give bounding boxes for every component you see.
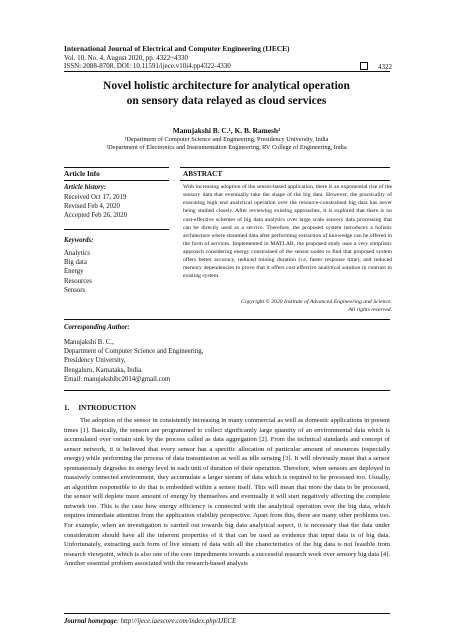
affiliation-2: ²Department of Electronics and Instrumentation Engineering, RV College of Engineering, India [106, 144, 347, 151]
issn-doi: ISSN: 2088-8708, DOI: 10.11591/ijece.v10i4.pp4322-4330 [64, 62, 231, 70]
checkbox-icon [360, 62, 368, 70]
author-location: Bengaluru, Karnataka, India. [64, 366, 143, 374]
history-label: Article history: [64, 184, 107, 191]
keyword: Big data [64, 259, 87, 267]
revised-date: Revised Feb 4, 2020 [64, 203, 120, 211]
journal-name: International Journal of Electrical and Computer Engineering (IJECE) [64, 44, 290, 53]
author-name: Manujakshi B. C., [64, 339, 114, 346]
history-rule [64, 229, 169, 230]
copyright [183, 298, 392, 315]
keyword: Energy [64, 268, 84, 276]
author-email[interactable]: Email: manujakshibc2014@gmail.com [64, 375, 171, 383]
abstract-top-rule [180, 167, 390, 168]
paper-title [40, 79, 413, 109]
copyright-line-2: All rights reserved. [348, 307, 392, 314]
homepage-url[interactable]: : http://ijece.iaescore.com/index.php/IJECE [116, 618, 237, 625]
article-info-heading: Article Info [64, 170, 100, 178]
abstract-head-rule [180, 180, 390, 181]
abstract-heading: ABSTRACT [183, 170, 223, 178]
keyword: Analytics [64, 250, 91, 257]
title-line-1: Novel holistic architecture for analytical operation [103, 80, 350, 92]
abstract-bottom-rule [64, 319, 390, 320]
authors: Manujakshi B. C.¹, K. B. Ramesh² [172, 126, 281, 135]
header-rule [64, 71, 390, 72]
accepted-date: Accepted Feb 26, 2020 [64, 212, 128, 220]
page-number-block [360, 62, 392, 71]
corresponding-label: Corresponding Author: [64, 324, 130, 331]
abstract-text: With increasing adoption of the sensor-based application, there is an exponential rise of the sensory data that eventually take the shape of the big data. However, the practicality of executing high end analytical operation over the resource-constrained big data has never being studied closely. After reviewing existing approaches, it is explored that there is no cost-effective schemes of big data analytics over large scale sensory data processing that can be directly used as a service. Therefore, the proposed system introduces a holistic architecture where streamed data after performing extraction of knowedge can be offered in the form of services. Implemented in MATLAB, the proposed study uses a very simplistic approach considering energy constrained of the sensor nodes to find that proposed system offers better accuracy, reduced mining duration (i.e. faster response time), and reduced memory dependencies to prove that it offers cost effective analytical solution in contrast to existing system. [183, 184, 392, 280]
keywords-label: Keywords: [64, 237, 94, 244]
corresponding-author [64, 338, 203, 384]
introduction-text: The adoption of the sensor in consistently increasing in many commercial as well as domestic applications in present times [1]. Basically, the sensors are programmed to collect significantly large quantity of an environmental data which is accumulated over certain sink by the process called as data aggregation [2]. From the technical standards and concept of sensor network, it is believed that every sensor has a specific allocation of particular amount of resources (especially energy) while performing the process of data transmission as well as idle sensing [3]. It will obviously mean that a sensor spontaneously degrades its energy level in each unit of duration of their operation. Therefore, when sensors are deployed in massively connected environment, they accumulate a larger stream of data which is required to be processed too. Usually, an algorithm responsible to do that is embedded within a sensor itself. This will mean that more the data to be processed, the sensor will deplete more amount of energy by themselves and eventually it will start negatively affecting the complete network too. This is the case how energy efficiency is connected with the analytical operation over the big data, which requires immediate attention from the application viability perspective. Apart from this, there are many other problems too. For example, when an investigation is carried out towards big data analytical aspect, it is necessary that the data under consideration should have all the inherent properties of it that can be used as evidence that input data is of big data. Unfortunately, extracting such form of live stream of data with all the charecteristics of the big data is not feasible from research viewpoint, which is also one of the core impediments towards a successful research work over sensory big data [4]. Another essential problem associated with the research-based analysis [64, 417, 390, 568]
received-date: Received Oct 17, 2019 [64, 194, 127, 201]
journal-homepage[interactable] [64, 618, 236, 625]
info-head-rule [64, 180, 169, 181]
introduction-heading: 1. INTRODUCTION [64, 404, 136, 412]
author-university: Presidency University, [64, 357, 126, 365]
author-bottom-rule [64, 390, 390, 391]
page-number: 4322 [378, 63, 392, 71]
homepage-label: Journal homepage [64, 618, 117, 625]
keywords-block [64, 237, 93, 295]
footer-rule [64, 613, 390, 614]
title-line-2: on sensory data relayed as cloud services [126, 95, 327, 107]
keyword: Sensors [64, 286, 86, 294]
info-top-rule [64, 167, 169, 168]
article-history [64, 184, 127, 221]
author-department: Department of Computer Science and Engineering, [64, 348, 204, 356]
affiliation-1: ¹Department of Computer Science and Engineering, Presidency University, India [124, 136, 329, 143]
keyword: Resources [64, 277, 92, 285]
volume-info: Vol. 10, No. 4, August 2020, pp. 4322~4330 [64, 54, 189, 62]
copyright-line-1: Copyright © 2020 Institute of Advanced Engineering and Science. [241, 299, 392, 305]
